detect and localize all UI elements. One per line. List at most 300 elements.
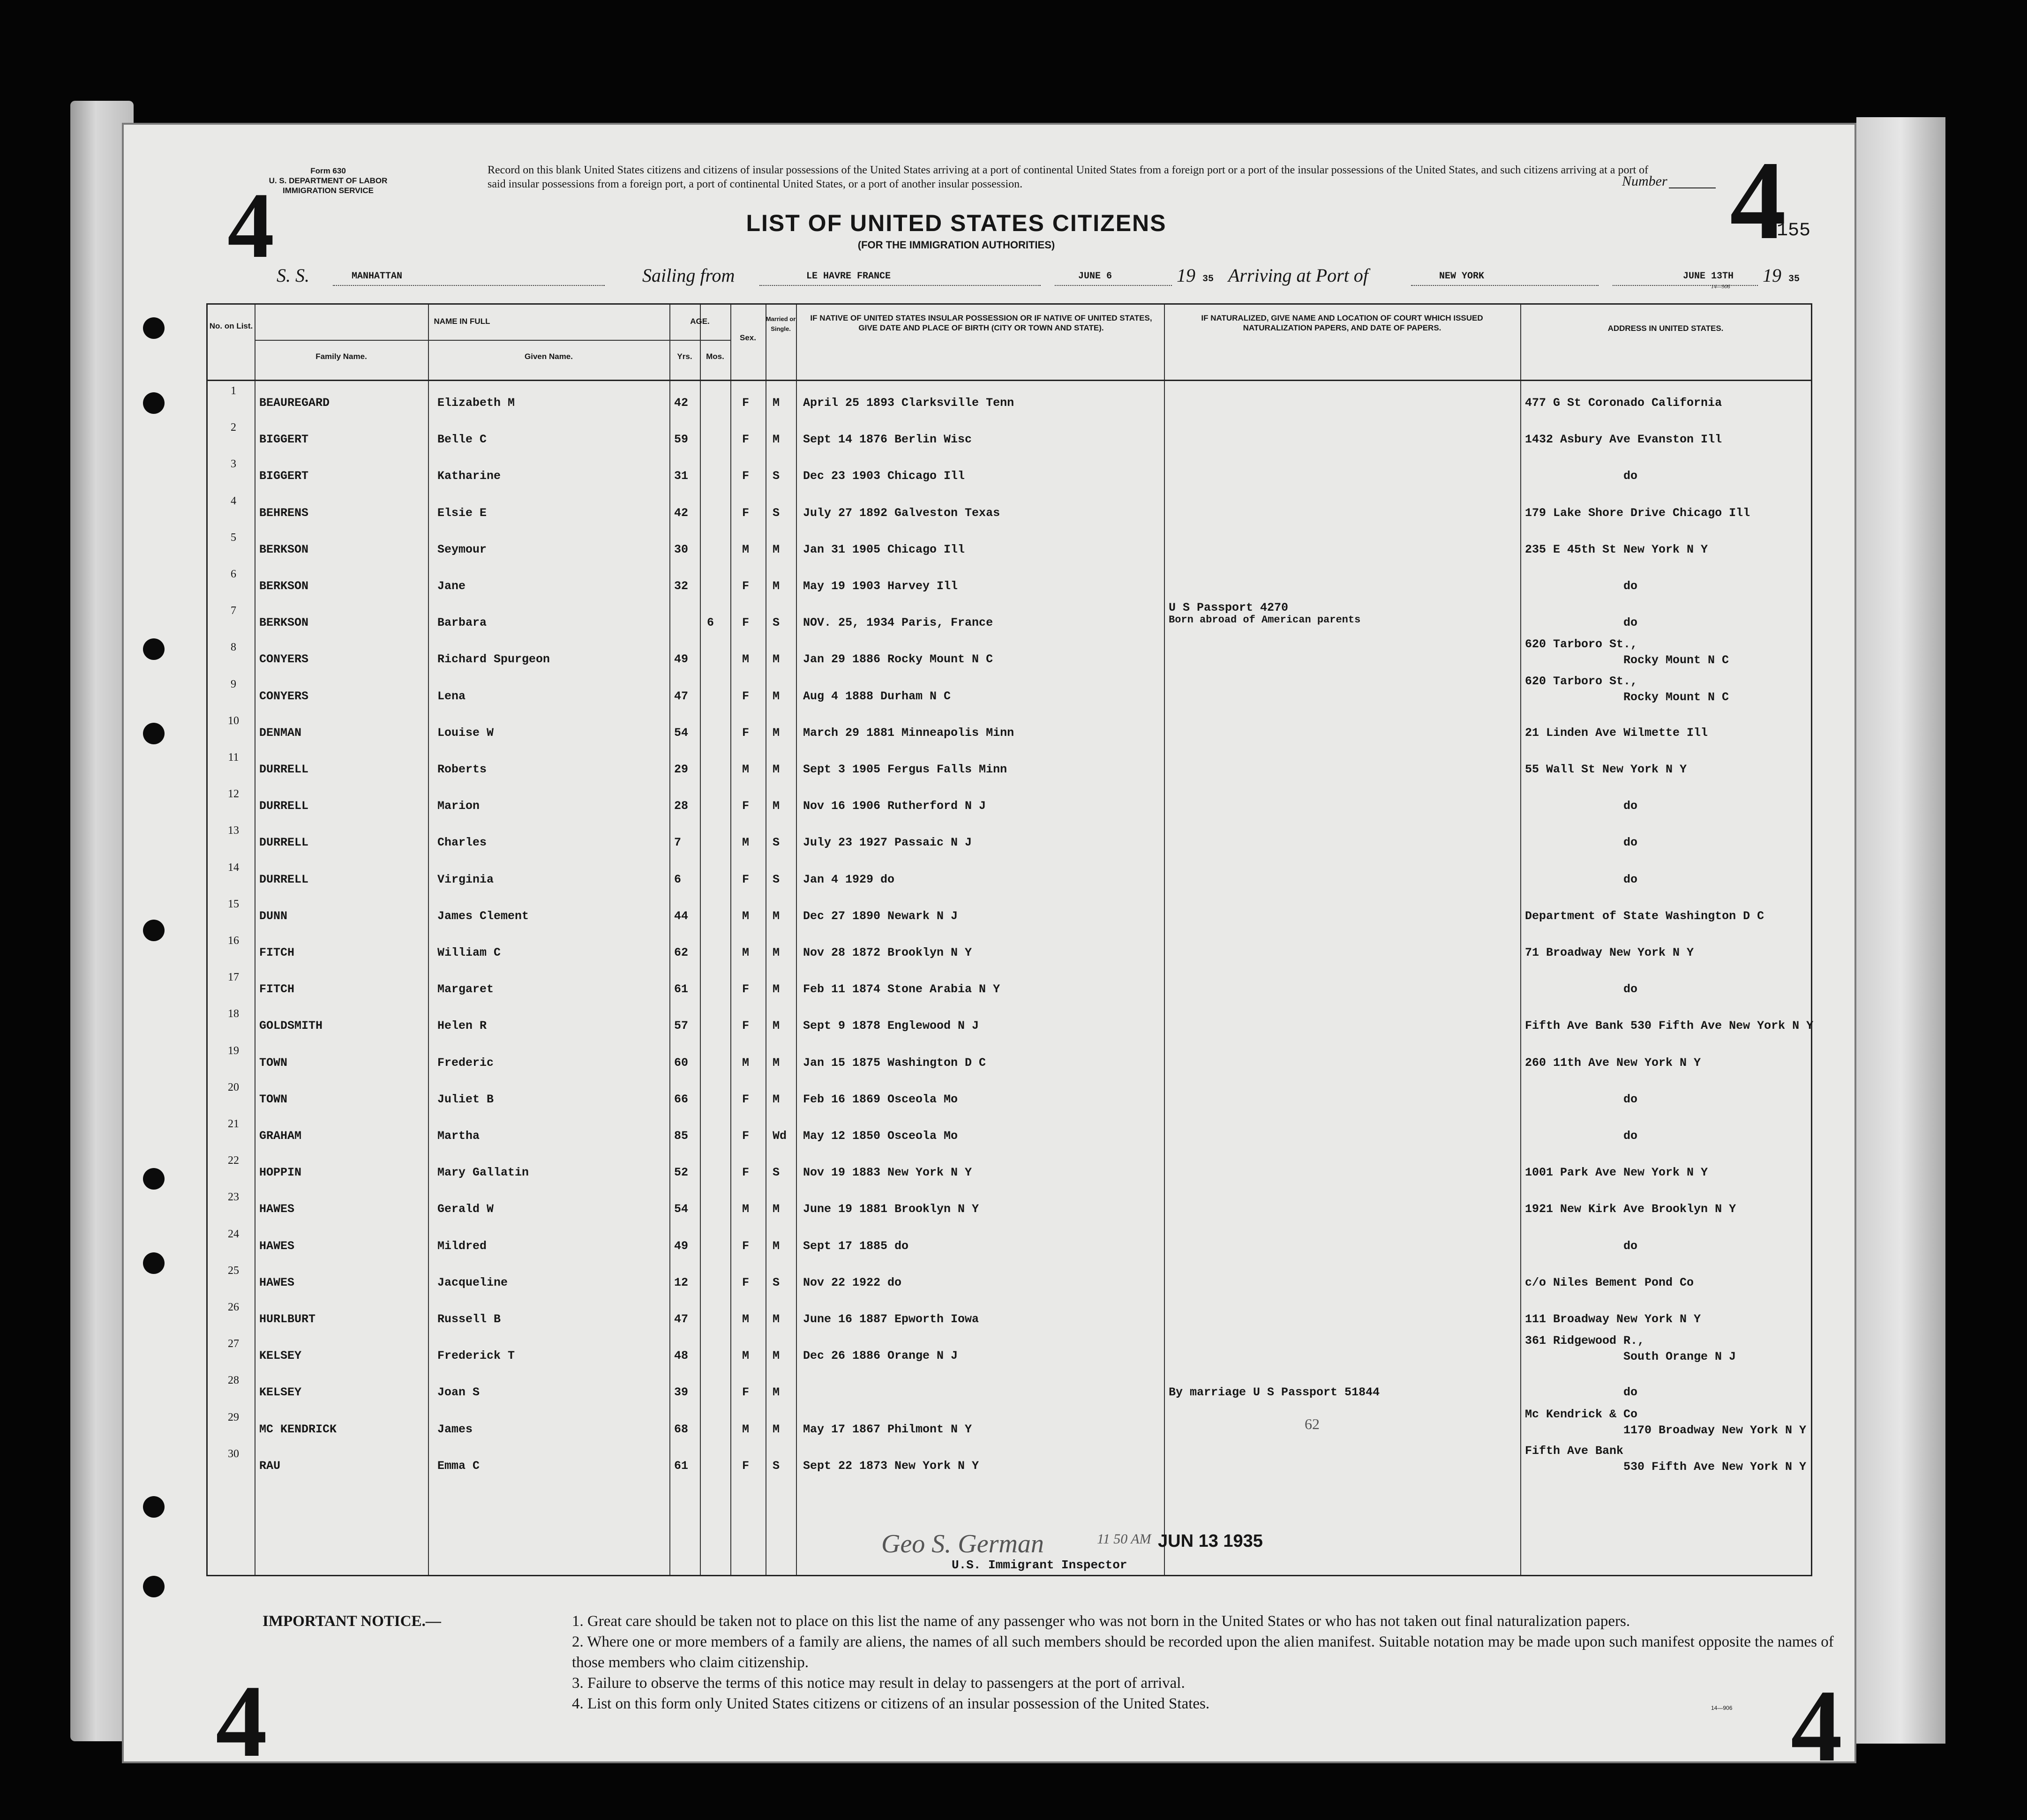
marital-status: S — [773, 836, 780, 850]
marital-status: M — [773, 689, 780, 703]
sex: F — [742, 1275, 750, 1289]
address: 361 Ridgewood R., — [1525, 1334, 1645, 1348]
row-number: 25 — [228, 1264, 239, 1277]
age-years: 30 — [674, 542, 689, 556]
marital-status: M — [773, 799, 780, 813]
address: 620 Tarboro St., — [1525, 637, 1638, 652]
address: do — [1623, 1386, 1638, 1400]
birth-info: Jan 15 1875 Washington D C — [803, 1056, 986, 1070]
family-name: DURRELL — [259, 799, 309, 813]
punch-hole — [143, 392, 165, 414]
age-years: 39 — [674, 1386, 689, 1400]
footer-form-code: 14—906 — [1711, 1705, 1733, 1711]
marital-status: S — [773, 872, 780, 886]
sex: F — [742, 469, 750, 483]
header-rule — [208, 380, 1811, 381]
sex: F — [742, 1019, 750, 1033]
given-name: Gerald W — [437, 1202, 494, 1216]
sex: F — [742, 1239, 750, 1253]
department-name: U. S. DEPARTMENT OF LABOR — [269, 176, 388, 185]
ship-line — [333, 285, 605, 286]
naturalization-info: U S Passport 4270 — [1169, 601, 1289, 615]
arrival-year: 35 — [1788, 274, 1800, 285]
address: 1001 Park Ave New York N Y — [1525, 1166, 1708, 1180]
row-number: 29 — [228, 1411, 239, 1423]
notice-item-1: 1. Great care should be taken not to place on this list the name of any passenger who was not born in the United States or who has not taken out final naturalization papers. — [572, 1613, 1630, 1630]
arriving-label: Arriving at Port of — [1228, 265, 1368, 286]
birth-info: Sept 14 1876 Berlin Wisc — [803, 433, 972, 447]
given-name: Charles — [437, 836, 487, 850]
address: do — [1623, 616, 1638, 630]
row-number: 28 — [228, 1374, 239, 1387]
address: 477 G St Coronado California — [1525, 396, 1722, 410]
sail-year: 35 — [1202, 274, 1214, 285]
marital-status: M — [773, 726, 780, 740]
age-years: 31 — [674, 469, 689, 483]
table-row — [208, 968, 1811, 1005]
given-name: Mildred — [437, 1239, 487, 1253]
birth-info: Sept 17 1885 do — [803, 1239, 909, 1253]
address-line-2: 1170 Broadway New York N Y — [1623, 1423, 1807, 1437]
row-number: 10 — [228, 714, 239, 727]
binder-strip-right — [1856, 117, 1945, 1744]
row-number: 23 — [228, 1191, 239, 1204]
sex: F — [742, 982, 750, 996]
header-family-name: Family Name. — [315, 352, 367, 361]
marital-status: M — [773, 982, 780, 996]
age-years: 47 — [674, 689, 689, 703]
marital-status: S — [773, 469, 780, 483]
family-name: BERKSON — [259, 542, 309, 556]
family-name: FITCH — [259, 982, 295, 996]
family-name: DURRELL — [259, 872, 309, 886]
age-years: 29 — [674, 763, 689, 776]
table-row — [208, 749, 1811, 785]
sex: F — [742, 872, 750, 886]
family-name: GOLDSMITH — [259, 1019, 323, 1033]
given-name: Elsie E — [437, 506, 487, 520]
address: do — [1623, 469, 1638, 483]
age-years: 54 — [674, 726, 689, 740]
row-number: 30 — [228, 1447, 239, 1460]
table-row — [208, 822, 1811, 858]
marital-status: M — [773, 542, 780, 556]
birth-info: Sept 22 1873 New York N Y — [803, 1459, 979, 1473]
row-number: 9 — [231, 678, 236, 690]
marital-status: M — [773, 1349, 780, 1363]
address: do — [1623, 982, 1638, 996]
given-name: Russell B — [437, 1312, 501, 1326]
header-age: AGE. — [690, 317, 710, 326]
inspector-title: U.S. Immigrant Inspector — [952, 1558, 1127, 1572]
row-number: 17 — [228, 971, 239, 984]
family-name: HAWES — [259, 1275, 295, 1289]
table-row — [208, 675, 1811, 712]
row-number: 4 — [231, 494, 236, 507]
address-line-2: South Orange N J — [1623, 1350, 1736, 1364]
birth-info: May 12 1850 Osceola Mo — [803, 1129, 958, 1143]
given-name: James Clement — [437, 909, 529, 923]
marital-status: M — [773, 579, 780, 593]
marital-status: S — [773, 1275, 780, 1289]
address: 1921 New Kirk Ave Brooklyn N Y — [1525, 1202, 1736, 1216]
address-line-2: Rocky Mount N C — [1623, 653, 1729, 667]
marital-status: S — [773, 1166, 780, 1180]
sex: M — [742, 946, 750, 959]
birth-info: Jan 31 1905 Chicago Ill — [803, 542, 965, 556]
age-years: 66 — [674, 1092, 689, 1106]
age-months: 6 — [707, 616, 714, 630]
table-row — [208, 1152, 1811, 1188]
family-name: HAWES — [259, 1202, 295, 1216]
age-years: 42 — [674, 396, 689, 410]
sex: M — [742, 1202, 750, 1216]
family-name: MC KENDRICK — [259, 1422, 337, 1436]
age-years: 44 — [674, 909, 689, 923]
address-line-2: 530 Fifth Ave New York N Y — [1623, 1460, 1807, 1474]
address: do — [1623, 1129, 1638, 1143]
punch-hole — [143, 317, 165, 339]
family-name: HOPPIN — [259, 1166, 302, 1180]
family-name: RAU — [259, 1459, 281, 1473]
birth-info: July 23 1927 Passaic N J — [803, 836, 972, 850]
marital-status: M — [773, 1239, 780, 1253]
address: do — [1623, 799, 1638, 813]
marital-status: M — [773, 1202, 780, 1216]
header-name-in-full: NAME IN FULL — [434, 317, 490, 326]
arrival-date-line — [1613, 285, 1758, 286]
row-number: 18 — [228, 1008, 239, 1020]
row-number: 12 — [228, 788, 239, 801]
age-years: 49 — [674, 1239, 689, 1253]
passenger-table — [206, 303, 1812, 1576]
row-number: 5 — [231, 531, 236, 544]
age-years: 7 — [674, 836, 682, 850]
corner-number-bottom-left: 4 — [216, 1664, 267, 1778]
margin-note: 62 — [1305, 1416, 1320, 1432]
birth-info: Nov 28 1872 Brooklyn N Y — [803, 946, 972, 959]
row-number: 26 — [228, 1301, 239, 1313]
row-number: 16 — [228, 935, 239, 947]
table-row — [208, 1225, 1811, 1262]
birth-info: Jan 4 1929 do — [803, 872, 895, 886]
birth-info: Dec 26 1886 Orange N J — [803, 1349, 958, 1363]
address: c/o Niles Bement Pond Co — [1525, 1275, 1694, 1289]
family-name: BERKSON — [259, 616, 309, 630]
sex: F — [742, 396, 750, 410]
address: 179 Lake Shore Drive Chicago Ill — [1525, 506, 1750, 520]
family-name: DURRELL — [259, 836, 309, 850]
table-row — [208, 602, 1811, 638]
arrival-port-line — [1411, 285, 1599, 286]
sex: F — [742, 1166, 750, 1180]
marital-status: M — [773, 433, 780, 447]
age-years: 6 — [674, 872, 682, 886]
header-mos: Mos. — [706, 352, 724, 361]
sailing-label: Sailing from — [642, 265, 735, 286]
marital-status: M — [773, 909, 780, 923]
family-name: TOWN — [259, 1092, 288, 1106]
birth-info: June 16 1887 Epworth Iowa — [803, 1312, 979, 1326]
age-years: 61 — [674, 982, 689, 996]
family-name: BEAUREGARD — [259, 396, 330, 410]
family-name: KELSEY — [259, 1386, 302, 1400]
given-name: William C — [437, 946, 501, 959]
row-number: 24 — [228, 1228, 239, 1240]
address: Fifth Ave Bank — [1525, 1444, 1624, 1458]
table-row — [208, 1188, 1811, 1225]
family-name: DURRELL — [259, 763, 309, 776]
punch-hole — [143, 638, 165, 660]
age-years: 61 — [674, 1459, 689, 1473]
table-row — [208, 932, 1811, 968]
family-name: CONYERS — [259, 689, 309, 703]
sex: F — [742, 1386, 750, 1400]
address: 55 Wall St New York N Y — [1525, 763, 1687, 776]
marital-status: M — [773, 1386, 780, 1400]
document-subtitle: (FOR THE IMMIGRATION AUTHORITIES) — [857, 239, 1055, 251]
header-married-single: Married or Single. — [766, 315, 796, 332]
header-yrs: Yrs. — [677, 352, 692, 361]
marital-status: M — [773, 763, 780, 776]
given-name: Joan S — [437, 1386, 480, 1400]
address: do — [1623, 579, 1638, 593]
table-row — [208, 419, 1811, 455]
given-name: Louise W — [437, 726, 494, 740]
birth-info: NOV. 25, 1934 Paris, France — [803, 616, 993, 630]
birth-info: Nov 19 1883 New York N Y — [803, 1166, 972, 1180]
header-native-birth: IF NATIVE OF UNITED STATES INSULAR POSSESSION OR IF NATIVE OF UNITED STATES, GIVE DATE AND PLACE OF BIRTH (CITY OR TOWN AND STATE). — [810, 314, 1152, 332]
given-name: Frederic — [437, 1056, 494, 1070]
table-row — [208, 1262, 1811, 1298]
birth-info: June 19 1881 Brooklyn N Y — [803, 1202, 979, 1216]
given-name: Elizabeth M — [437, 396, 515, 410]
given-name: Frederick T — [437, 1349, 515, 1363]
table-row — [208, 1079, 1811, 1115]
sex: F — [742, 726, 750, 740]
row-number: 8 — [231, 641, 236, 654]
row-number: 13 — [228, 824, 239, 837]
table-row — [208, 712, 1811, 749]
header-given-name: Given Name. — [525, 352, 573, 361]
birth-info: Feb 11 1874 Stone Arabia N Y — [803, 982, 1000, 996]
marital-status: M — [773, 396, 780, 410]
birth-info: April 25 1893 Clarksville Tenn — [803, 396, 1014, 410]
sex: F — [742, 1092, 750, 1106]
punch-hole — [143, 1252, 165, 1274]
address: 620 Tarboro St., — [1525, 674, 1638, 688]
table-row — [208, 859, 1811, 895]
address: Department of State Washington D C — [1525, 909, 1764, 923]
age-years: 32 — [674, 579, 689, 593]
given-name: Roberts — [437, 763, 487, 776]
service-name: IMMIGRATION SERVICE — [283, 186, 374, 195]
table-row — [208, 1371, 1811, 1408]
given-name: Margaret — [437, 982, 494, 996]
marital-status: M — [773, 1019, 780, 1033]
page-number: 155 — [1777, 220, 1811, 241]
family-name: GRAHAM — [259, 1129, 302, 1143]
from-port-line — [759, 285, 1041, 286]
notice-item-3: 3. Failure to observe the terms of this notice may result in delay to passengers at the port of arrival. — [572, 1675, 1185, 1692]
form-number: Form 630 — [310, 166, 346, 175]
family-name: BERKSON — [259, 579, 309, 593]
row-number: 7 — [231, 605, 236, 617]
given-name: Virginia — [437, 872, 494, 886]
address: 1432 Asbury Ave Evanston Ill — [1525, 433, 1722, 447]
header-form-code: 14—906 — [1711, 283, 1730, 290]
marital-status: S — [773, 506, 780, 520]
sail-date: JUNE 6 — [1078, 271, 1112, 282]
address: do — [1623, 1239, 1638, 1253]
table-row — [208, 1298, 1811, 1335]
punch-hole — [143, 1168, 165, 1190]
manifest-sheet — [122, 123, 1856, 1783]
birth-info: Nov 22 1922 do — [803, 1275, 902, 1289]
voyage-line — [277, 264, 1870, 288]
sail-year-prefix: 19 — [1177, 265, 1195, 286]
header-address: ADDRESS IN UNITED STATES. — [1607, 324, 1724, 333]
document-title: LIST OF UNITED STATES CITIZENS — [746, 210, 1167, 236]
age-years: 28 — [674, 799, 689, 813]
corner-number-bottom-right: 4 — [1791, 1669, 1842, 1783]
address: do — [1623, 872, 1638, 886]
given-name: Jane — [437, 579, 466, 593]
age-years: 49 — [674, 652, 689, 667]
family-name: HURLBURT — [259, 1312, 316, 1326]
given-name: Jacqueline — [437, 1275, 508, 1289]
age-years: 60 — [674, 1056, 689, 1070]
sex: M — [742, 542, 750, 556]
birth-info: Sept 9 1878 Englewood N J — [803, 1019, 979, 1033]
row-number: 3 — [231, 458, 236, 471]
table-row — [208, 895, 1811, 932]
row-number: 11 — [228, 751, 239, 764]
sex: F — [742, 689, 750, 703]
sex: F — [742, 506, 750, 520]
address: 111 Broadway New York N Y — [1525, 1312, 1701, 1326]
sex: M — [742, 763, 750, 776]
family-name: CONYERS — [259, 652, 309, 667]
notice-heading: IMPORTANT NOTICE.— — [263, 1613, 441, 1630]
age-years: 47 — [674, 1312, 689, 1326]
marital-status: Wd — [773, 1129, 787, 1143]
age-years: 62 — [674, 946, 689, 959]
address: Fifth Ave Bank 530 Fifth Ave New York N Y — [1525, 1019, 1814, 1033]
birth-info: May 19 1903 Harvey Ill — [803, 579, 958, 593]
birth-info: Sept 3 1905 Fergus Falls Minn — [803, 763, 1007, 776]
punch-hole — [143, 1576, 165, 1597]
given-name: Belle C — [437, 433, 487, 447]
family-name: KELSEY — [259, 1349, 302, 1363]
given-name: Mary Gallatin — [437, 1166, 529, 1180]
sex: M — [742, 652, 750, 667]
address: do — [1623, 1092, 1638, 1106]
birth-info: Dec 27 1890 Newark N J — [803, 909, 958, 923]
list-number: 4 — [1730, 138, 1786, 262]
family-name: BIGGERT — [259, 433, 309, 447]
ship-name: MANHATTAN — [352, 271, 403, 282]
signature-time: 11 50 AM — [1097, 1531, 1151, 1547]
header-no-on-list: No. on List. — [209, 322, 253, 330]
row-number: 19 — [228, 1044, 239, 1057]
row-number: 2 — [231, 421, 236, 434]
ss-label: S. S. — [277, 265, 309, 286]
birth-info: Nov 16 1906 Rutherford N J — [803, 799, 986, 813]
address: Mc Kendrick & Co — [1525, 1407, 1638, 1421]
table-row — [208, 1335, 1811, 1371]
address: 235 E 45th St New York N Y — [1525, 542, 1708, 556]
from-port: LE HAVRE FRANCE — [806, 271, 891, 282]
sex: F — [742, 579, 750, 593]
row-number: 20 — [228, 1081, 239, 1093]
given-name: Marion — [437, 799, 480, 813]
birth-info: March 29 1881 Minneapolis Minn — [803, 726, 1014, 740]
given-name: Katharine — [437, 469, 501, 483]
table-row — [208, 1042, 1811, 1079]
table-row — [208, 455, 1811, 492]
row-number: 14 — [228, 861, 239, 874]
age-years: 59 — [674, 433, 689, 447]
sex: M — [742, 1422, 750, 1436]
birth-info: May 17 1867 Philmont N Y — [803, 1422, 972, 1436]
row-number: 27 — [228, 1338, 239, 1350]
family-name: BEHRENS — [259, 506, 309, 520]
row-number: 1 — [231, 385, 236, 397]
punch-hole — [143, 920, 165, 941]
family-name: DUNN — [259, 909, 288, 923]
age-years: 54 — [674, 1202, 689, 1216]
family-name: BIGGERT — [259, 469, 309, 483]
marital-status: M — [773, 946, 780, 959]
family-name: FITCH — [259, 946, 295, 959]
row-number: 22 — [228, 1154, 239, 1167]
notice-item-4: 4. List on this form only United States citizens or citizens of an insular possession of the United States. — [572, 1695, 1210, 1712]
sex: F — [742, 1459, 750, 1473]
marital-status: M — [773, 1092, 780, 1106]
name-subheader-rule — [255, 340, 669, 341]
address: 21 Linden Ave Wilmette Ill — [1525, 726, 1708, 740]
age-years: 42 — [674, 506, 689, 520]
punch-hole — [143, 1496, 165, 1518]
notice-item-2: 2. Where one or more members of a family are aliens, the names of all such members should be recorded upon the alien manifest. Suitable notation may be made upon such manifest opposite the names of those members who claim citizenship. — [572, 1633, 1834, 1671]
table-row — [208, 785, 1811, 822]
birth-info: July 27 1892 Galveston Texas — [803, 506, 1000, 520]
punch-hole — [143, 723, 165, 744]
sex: F — [742, 616, 750, 630]
sex: M — [742, 909, 750, 923]
address: 260 11th Ave New York N Y — [1525, 1056, 1701, 1070]
given-name: Helen R — [437, 1019, 487, 1033]
table-row — [208, 638, 1811, 675]
marital-status: M — [773, 1422, 780, 1436]
given-name: Lena — [437, 689, 466, 703]
address: 71 Broadway New York N Y — [1525, 946, 1694, 959]
family-name: HAWES — [259, 1239, 295, 1253]
table-row — [208, 1445, 1811, 1482]
header-sex: Sex. — [740, 333, 756, 342]
age-years: 68 — [674, 1422, 689, 1436]
marital-status: M — [773, 1056, 780, 1070]
arrival-date: JUNE 13TH — [1683, 271, 1734, 282]
age-years: 57 — [674, 1019, 689, 1033]
table-row — [208, 1005, 1814, 1041]
marital-status: S — [773, 616, 780, 630]
row-number: 6 — [231, 568, 236, 580]
given-name: Martha — [437, 1129, 480, 1143]
naturalization-note: Born abroad of American parents — [1169, 614, 1361, 626]
date-stamp: JUN 13 1935 — [1158, 1531, 1263, 1551]
